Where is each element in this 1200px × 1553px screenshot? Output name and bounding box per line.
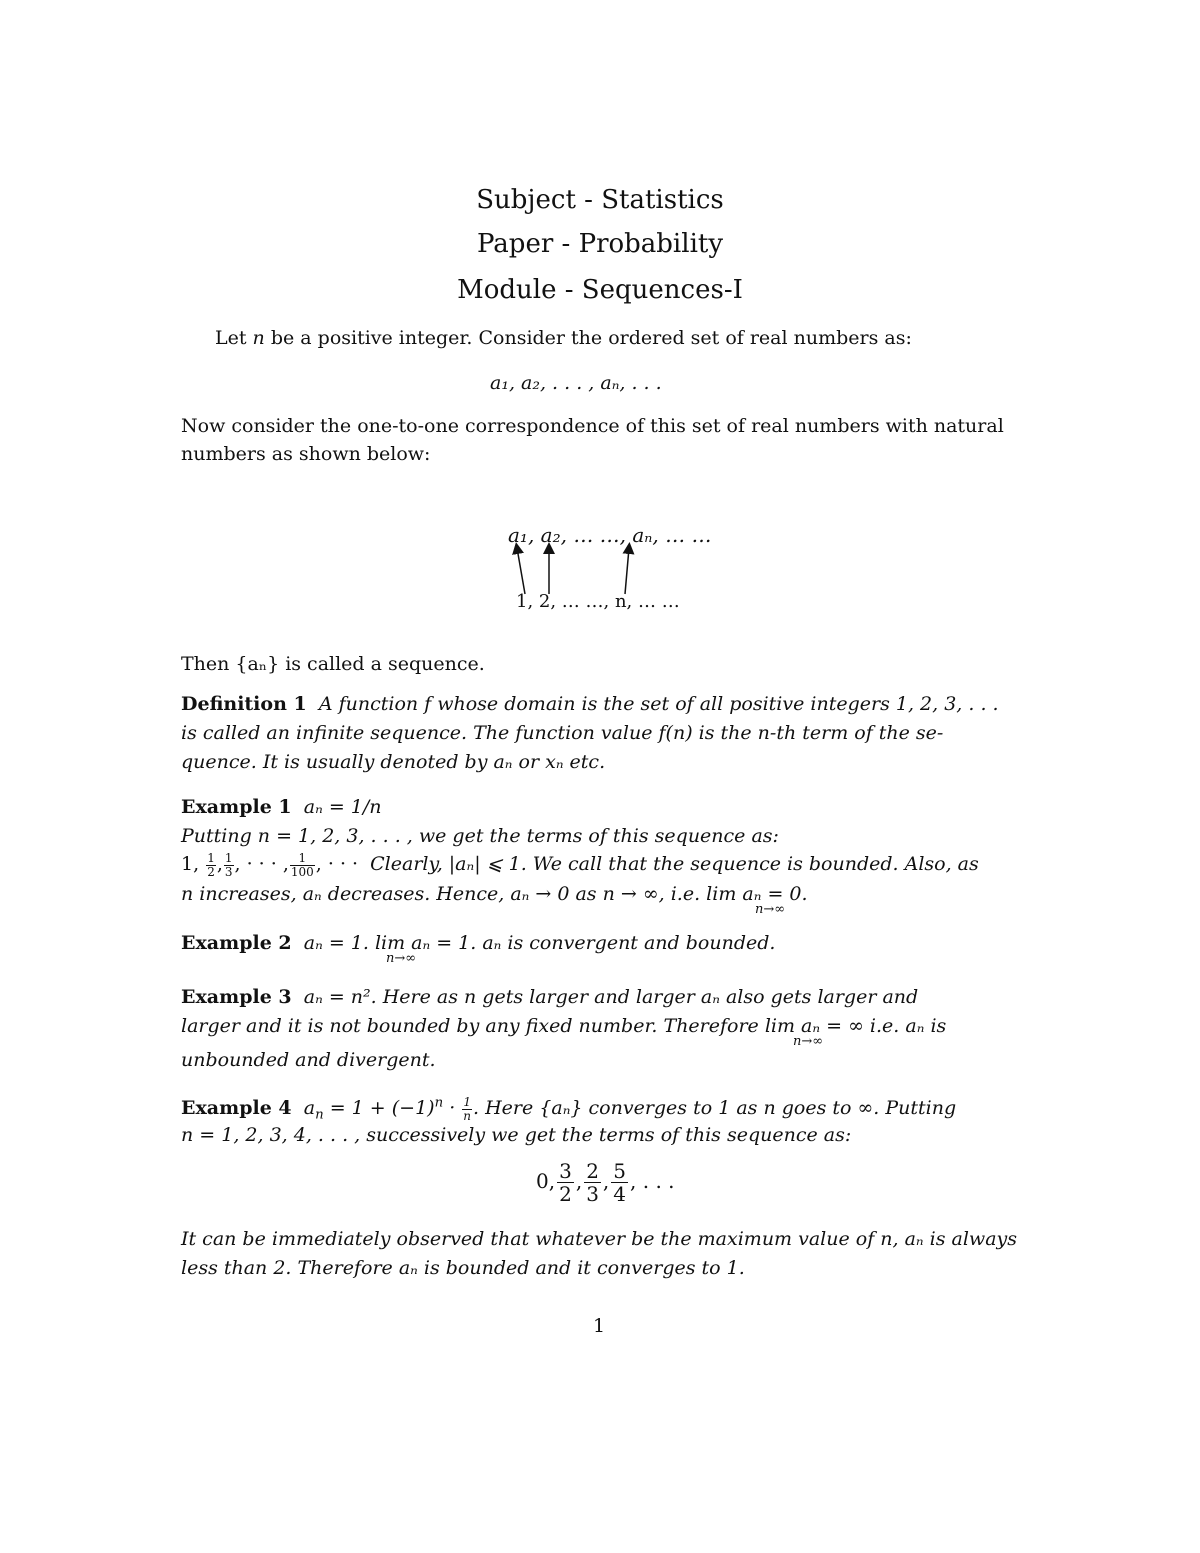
example-1-line-3: 1, $\frac{1}{2}$ , $\frac{1}{3}$ , · · · , $\frac{1}{100}$ , · · · Clearly, |aₙ| ⩽ 1. We call that the sequence is bounded. Also, as	[181, 851, 979, 879]
example-1-bounded-text: Clearly, |aₙ| ⩽ 1. We call that the sequence is bounded. Also, as	[370, 853, 979, 876]
example-3-lim-subscript: n→∞	[793, 1034, 824, 1049]
arrow-n	[625, 548, 629, 594]
correspondence-arrows	[505, 542, 645, 597]
example-2-text: aₙ = 1. lim aₙ = 1. aₙ is convergent and bounded.	[303, 932, 776, 954]
example-2-lim-subscript: n→∞	[386, 951, 417, 966]
example-1-line-4: n increases, aₙ decreases. Hence, aₙ → 0 as n → ∞, i.e. lim aₙ = 0.	[181, 883, 808, 905]
page-number: 1	[593, 1315, 606, 1337]
example-4-display: 0, $\frac{3}{2}$ , $\frac{2}{3}$ , $\frac{5}{4}$ , . . .	[536, 1159, 675, 1206]
term-third: $\frac{1}{3}$	[224, 851, 233, 879]
example-4-text-1: . Here {aₙ} converges to 1 as n goes to ∞. Putting	[473, 1097, 957, 1120]
sequence-display: a₁, a₂, . . . , aₙ, . . .	[490, 372, 662, 394]
term-1: 1,	[181, 853, 200, 876]
then-line: Then {aₙ} is called a sequence.	[181, 653, 485, 675]
display-frac-2-3: $\frac{2}{3}$	[586, 1159, 599, 1206]
arrow-1	[517, 548, 525, 594]
subject-title: Subject - Statistics	[476, 185, 724, 215]
example-2-line	[181, 933, 775, 955]
definition-1-line-3: quence. It is usually denoted by aₙ or xₙ etc.	[181, 751, 606, 773]
definition-1-line-2: is called an infinite sequence. The function value f(n) is the n-th term of the se-	[181, 722, 944, 744]
example-1-lim-subscript: n→∞	[755, 902, 786, 917]
display-frac-5-4: $\frac{5}{4}$	[613, 1159, 627, 1206]
definition-1-label: Definition 1	[181, 693, 307, 715]
example-1-formula: aₙ = 1/n	[303, 796, 382, 818]
example-1-line-2: Putting n = 1, 2, 3, . . . , we get the terms of this sequence as:	[181, 825, 779, 847]
intro-pre: Let	[215, 327, 253, 349]
example-3-label: Example 3	[181, 986, 292, 1008]
example-3-line-2: larger and it is not bounded by any fixed number. Therefore lim aₙ = ∞ i.e. aₙ is	[181, 1015, 947, 1037]
intro-var: n	[252, 327, 265, 349]
definition-1-text-1: A function f whose domain is the set of all positive integers 1, 2, 3, . . .	[318, 693, 999, 715]
example-4-line-1	[181, 1096, 956, 1122]
correspondence-line-1: Now consider the one-to-one correspondence of this set of real numbers with natural	[181, 415, 1004, 437]
intro-post: be a positive integer. Consider the ordered set of real numbers as:	[264, 327, 912, 349]
example-4-formula: $a_n = 1 + (-1)^n$ · $\frac{1}{n}$	[303, 1095, 472, 1123]
diagram-bottom-row: 1, 2, … …, n, … …	[516, 591, 680, 612]
correspondence-line-2: numbers as shown below:	[181, 443, 431, 465]
definition-1-line-1	[181, 694, 999, 716]
example-3-text-1: aₙ = n². Here as n gets larger and larger aₙ also gets larger and	[303, 986, 919, 1008]
example-4-label: Example 4	[181, 1097, 292, 1120]
display-frac-3-2: $\frac{3}{2}$	[559, 1159, 572, 1206]
example-4-line-4: less than 2. Therefore aₙ is bounded and it converges to 1.	[181, 1257, 745, 1279]
example-4-line-2: n = 1, 2, 3, 4, . . . , successively we get the terms of this sequence as:	[181, 1124, 852, 1146]
example-1-label: Example 1	[181, 796, 292, 818]
example-1-line-1	[181, 797, 382, 819]
diagram-top-row: a₁, a₂, … …, aₙ, … …	[508, 523, 712, 547]
example-3-line-1	[181, 987, 918, 1009]
term-half: $\frac{1}{2}$	[207, 851, 215, 879]
paper-title: Paper - Probability	[476, 229, 724, 259]
example-2-label: Example 2	[181, 932, 292, 954]
example-3-line-3: unbounded and divergent.	[181, 1049, 436, 1071]
example-4-line-3: It can be immediately observed that whatever be the maximum value of n, aₙ is always	[181, 1228, 1018, 1250]
module-title: Module - Sequences-I	[457, 275, 743, 305]
intro-line	[215, 328, 912, 350]
term-hundredth: $\frac{1}{100}$	[290, 851, 314, 879]
